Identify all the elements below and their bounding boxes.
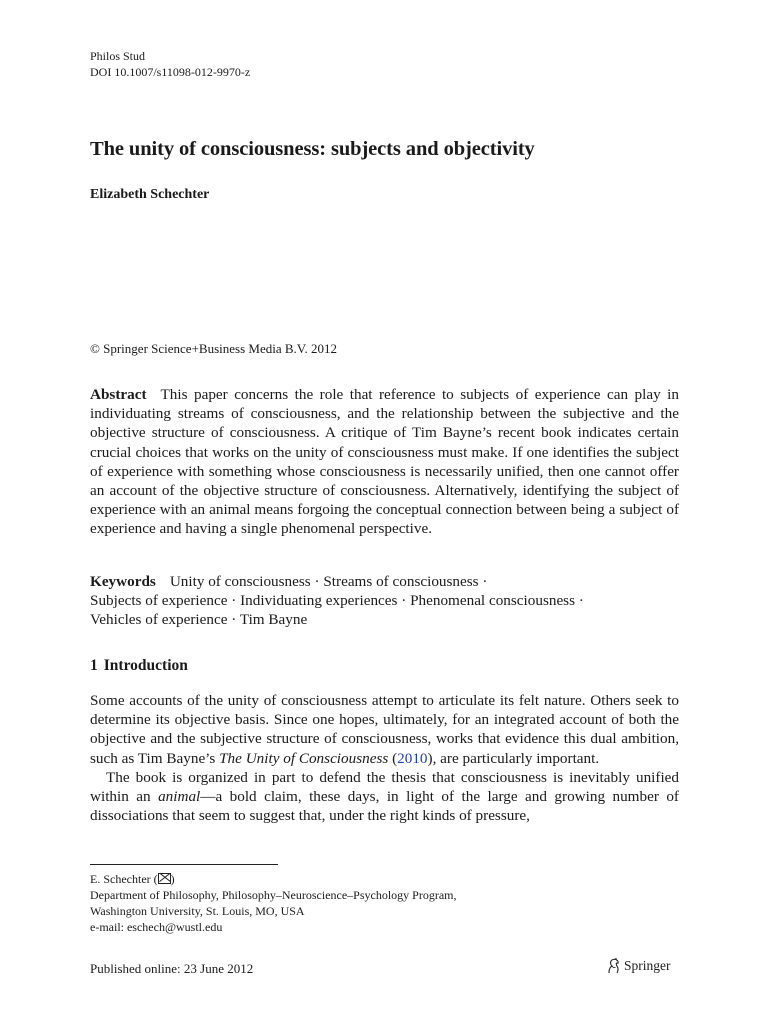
- abstract-text: This paper concerns the role that reference to subjects of experience can play in individuating streams of consciousness, and the relationship between the subjective and the objective structure of consciousness. A critique of Tim Bayne’s recent book indicates certain crucial choices that works on the unity of consciousness must make. If one identifies the subject of experience with something whose consciousness is necessarily unified, then one cannot offer an account of the objective structure of consciousness. Alternatively, identifying the subject of experience with an animal means forgoing the conceptual connection between being a subject of experience and having a single phenomenal perspective.: [90, 386, 679, 538]
- paper-title: The unity of consciousness: subjects and objectivity: [90, 138, 535, 160]
- footnote-divider: [90, 864, 278, 865]
- section-title: Introduction: [103, 657, 188, 674]
- book-title: The Unity of Consciousness: [219, 749, 389, 767]
- running-header: [90, 48, 250, 80]
- paragraph-2: [90, 768, 679, 826]
- keywords-line-2: Subjects of experience · Individuating experiences · Phenomenal consciousness ·: [90, 592, 584, 610]
- paragraph-2-end: —a bold claim, these days, in light of the large and growing number of dissociations that seem to suggest that, under the right kinds of pressure,: [90, 788, 679, 825]
- published-date: Published online: 23 June 2012: [90, 961, 254, 976]
- abstract-label: Abstract: [90, 386, 147, 403]
- footnote-email[interactable]: e-mail: eschech@wustl.edu: [90, 920, 223, 934]
- keywords-line-1: Unity of consciousness · Streams of consciousness ·: [169, 573, 488, 590]
- section-number: 1: [90, 657, 98, 674]
- paragraph-2-text: The book is organized in part to defend the thesis that consciousness is inevitably unified within an: [90, 768, 679, 806]
- footnote-name: E. Schechter (: [90, 872, 158, 886]
- keywords: [90, 572, 690, 630]
- keywords-line-3: Vehicles of experience · Tim Bayne: [90, 611, 308, 629]
- publisher-logo: [606, 958, 671, 974]
- springer-horse-icon: [606, 958, 620, 974]
- abstract: [90, 385, 679, 539]
- footnote-address: Washington University, St. Louis, MO, USA: [90, 904, 305, 918]
- paren-open: (: [388, 749, 398, 767]
- body-text: [90, 691, 679, 825]
- author-footnote: [90, 871, 457, 935]
- journal-name: Philos Stud: [90, 49, 146, 63]
- author-name: Elizabeth Schechter: [90, 187, 210, 202]
- keywords-label: Keywords: [90, 573, 156, 590]
- paragraph-1-text: Some accounts of the unity of consciousness attempt to articulate its felt nature. Others seek to determine its objective basis. Since one hopes, ultimately, for an integrated account of both the objective and the subjective structure of consciousness, works that evidence this dual ambition, such as Tim Bayne’s: [90, 692, 679, 767]
- envelope-icon[interactable]: [158, 873, 171, 884]
- citation-link[interactable]: 2010: [397, 749, 428, 767]
- paragraph-1-end: ), are particularly important.: [427, 749, 600, 767]
- publisher-name: Springer: [624, 958, 671, 973]
- section-heading: [90, 657, 188, 675]
- copyright-notice: © Springer Science+Business Media B.V. 2012: [90, 341, 337, 356]
- emphasis-animal: animal: [158, 788, 201, 806]
- footnote-name-close: ): [170, 872, 175, 886]
- paragraph-1: [90, 691, 679, 768]
- doi: DOI 10.1007/s11098-012-9970-z: [90, 65, 251, 79]
- footnote-department: Department of Philosophy, Philosophy–Neuroscience–Psychology Program,: [90, 888, 457, 902]
